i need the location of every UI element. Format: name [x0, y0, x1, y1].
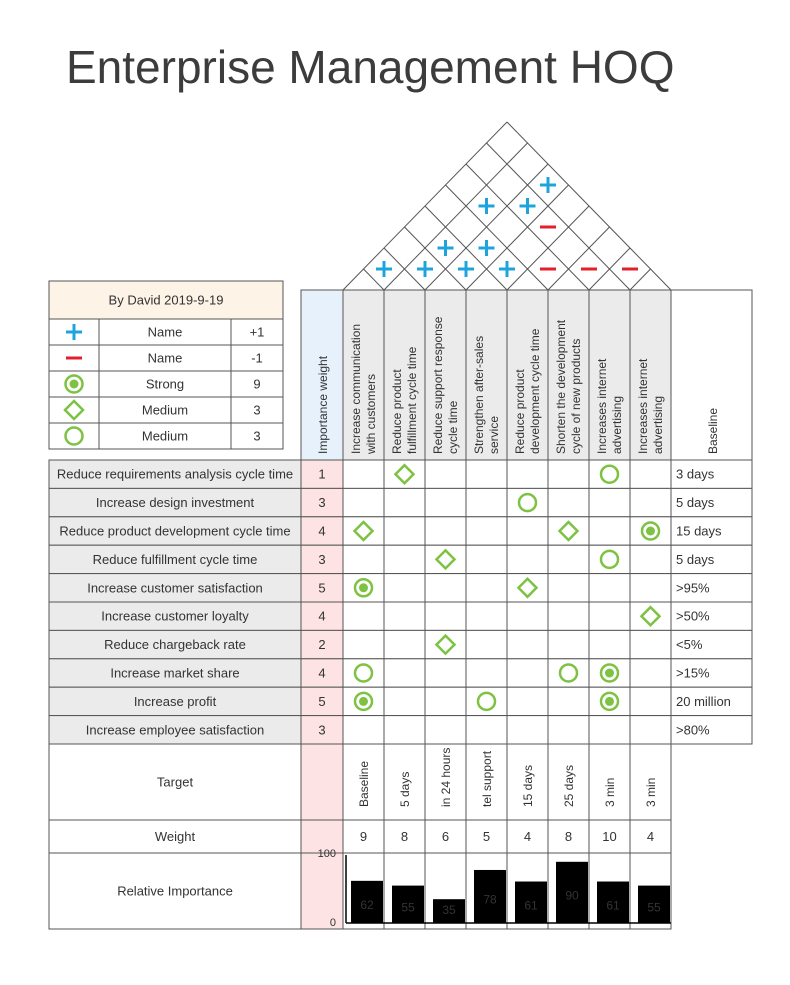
legend-name: Medium	[141, 428, 189, 444]
relationship-cell	[384, 687, 425, 715]
roof-plus-icon	[479, 240, 495, 256]
relationship-cell	[507, 545, 548, 573]
baseline-value: 5 days	[676, 495, 715, 511]
relationship-cell	[589, 488, 630, 516]
relationship-cell	[507, 602, 548, 630]
chart-data-label: 55	[401, 900, 415, 915]
chart-data-label: 78	[483, 892, 497, 907]
customer-requirement: Increase customer loyalty	[101, 608, 249, 624]
weight-value: 8	[564, 829, 573, 844]
relationship-cell	[425, 488, 466, 516]
relative-importance-importance-cell	[301, 853, 343, 929]
baseline-value: 20 million	[676, 693, 731, 709]
weight-value: 4	[646, 829, 655, 844]
relationship-cell	[343, 630, 384, 658]
relationship-cell	[466, 659, 507, 687]
legend-value: 3	[253, 428, 261, 444]
relationship-cell	[384, 659, 425, 687]
relationship-cell	[384, 602, 425, 630]
weight-value: 8	[400, 829, 409, 844]
weight-label: Weight	[154, 829, 196, 844]
relationship-cell	[507, 517, 548, 545]
baseline-value: >50%	[676, 608, 710, 624]
relationship-cell	[507, 460, 548, 488]
relationship-cell	[384, 574, 425, 602]
target-value: 3 min	[603, 777, 617, 807]
customer-requirement: Reduce requirements analysis cycle time	[56, 466, 294, 482]
relationship-cell	[343, 716, 384, 744]
importance-weight: 4	[318, 608, 326, 624]
chart-y-tick-label: 100	[317, 848, 336, 860]
target-label: Target	[156, 774, 194, 790]
customer-requirement: Increase market share	[110, 665, 240, 681]
weight-value: 4	[523, 829, 532, 844]
importance-weight: 3	[318, 722, 326, 738]
relationship-cell	[589, 716, 630, 744]
baseline-value: <5%	[676, 637, 703, 653]
relationship-cell	[507, 716, 548, 744]
relationship-cell	[548, 460, 589, 488]
relationship-cell	[466, 517, 507, 545]
importance-weight: 2	[318, 637, 326, 653]
relationship-cell	[343, 460, 384, 488]
page-title: Enterprise Management HOQ	[66, 41, 675, 93]
chart-data-label: 55	[647, 900, 661, 915]
relationship-cell	[630, 716, 671, 744]
roof-plus-icon	[417, 261, 433, 277]
chart-data-label: 90	[565, 888, 579, 903]
relationship-cell	[425, 659, 466, 687]
roof-line	[548, 227, 610, 290]
technical-requirement-label: Reduce support responsecycle time	[431, 316, 460, 454]
technical-requirement-label: Strengthen after-salesservice	[472, 335, 501, 454]
relationship-cell	[384, 488, 425, 516]
relationship-cell	[384, 630, 425, 658]
relationship-cell	[425, 517, 466, 545]
technical-requirement-label: Reduce productdevelopment cycle time	[513, 328, 542, 454]
relationship-cell	[548, 687, 589, 715]
relationship-cell	[466, 602, 507, 630]
target-value: Baseline	[357, 760, 371, 807]
relationship-cell	[466, 460, 507, 488]
relationship-cell	[466, 716, 507, 744]
relationship-cell	[630, 488, 671, 516]
importance-header: Importance weight	[316, 355, 330, 454]
target-value: in 24 hours	[439, 747, 453, 807]
relationship-cell	[630, 630, 671, 658]
relationship-cell	[466, 630, 507, 658]
legend-value: 3	[253, 402, 261, 418]
roof-line	[405, 227, 467, 290]
roof-line	[446, 185, 549, 290]
relationship-cell	[548, 488, 589, 516]
relationship-cell	[466, 488, 507, 516]
legend-header-text: By David 2019-9-19	[108, 292, 224, 308]
target-value: tel support	[480, 750, 494, 807]
relationship-cell	[384, 545, 425, 573]
roof-line	[630, 269, 651, 290]
relationship-cell	[507, 488, 548, 516]
relationship-cell	[425, 602, 466, 630]
relationship-cell	[589, 460, 630, 488]
relationship-cell	[466, 687, 507, 715]
legend-name: Strong	[145, 376, 185, 392]
chart-data-label: 61	[606, 898, 620, 913]
relationship-cell	[425, 687, 466, 715]
technical-requirement-label: Increases internetadvertising	[636, 358, 665, 454]
legend-value: 9	[253, 376, 261, 392]
chart-data-label: 61	[524, 898, 538, 913]
relationship-cell	[343, 659, 384, 687]
relationship-cell	[548, 630, 589, 658]
target-value: 15 days	[521, 764, 535, 807]
roof-plus-icon	[540, 177, 556, 193]
importance-weight: 4	[318, 523, 326, 539]
chart-data-label: 62	[360, 897, 374, 912]
baseline-header: Baseline	[706, 407, 720, 454]
relationship-cell	[548, 602, 589, 630]
chart-y-tick-label: 0	[329, 917, 336, 929]
relationship-cell	[343, 488, 384, 516]
relationship-cell	[548, 545, 589, 573]
relationship-cell	[466, 545, 507, 573]
customer-requirement: Increase customer satisfaction	[87, 580, 263, 596]
roof-line	[466, 185, 569, 290]
relationship-cell	[589, 574, 630, 602]
baseline-value: 3 days	[676, 466, 715, 482]
customer-requirement: Increase profit	[133, 693, 217, 709]
importance-weight: 1	[318, 466, 326, 482]
technical-requirement-label: Reduce productfulfillment cycle time	[390, 346, 419, 454]
baseline-value: 15 days	[676, 523, 722, 539]
technical-requirement-label: Shorten the developmentcycle of new products	[554, 319, 583, 454]
roof-plus-icon	[438, 240, 454, 256]
customer-requirement: Increase employee satisfaction	[85, 722, 265, 738]
roof-plus-icon	[499, 261, 515, 277]
weight-value: 10	[602, 829, 617, 844]
customer-requirement: Reduce chargeback rate	[104, 637, 246, 653]
legend-value: -1	[251, 350, 263, 366]
weight-value: 6	[441, 829, 450, 844]
legend-name: Medium	[141, 402, 189, 418]
relationship-cell	[425, 716, 466, 744]
target-value: 3 min	[644, 777, 658, 807]
legend-name: Name	[147, 350, 183, 366]
baseline-value: >95%	[676, 580, 710, 596]
relationship-cell	[630, 460, 671, 488]
relationship-cell	[548, 716, 589, 744]
legend-name: Name	[147, 324, 183, 340]
roof-plus-icon	[520, 198, 536, 214]
legend-value: +1	[249, 324, 265, 340]
importance-weight: 3	[318, 551, 326, 567]
technical-requirement-label: Increase communicationwith customers	[349, 323, 378, 454]
relationship-cell	[630, 545, 671, 573]
relationship-cell	[425, 460, 466, 488]
baseline-value: >15%	[676, 665, 710, 681]
relationship-cell	[425, 574, 466, 602]
roof-plus-icon	[458, 261, 474, 277]
roof-plus-icon	[376, 261, 392, 277]
customer-requirement: Reduce fulfillment cycle time	[92, 551, 258, 567]
relationship-cell	[589, 602, 630, 630]
relationship-cell	[589, 630, 630, 658]
relationship-cell	[630, 659, 671, 687]
importance-weight: 4	[318, 665, 326, 681]
relationship-cell	[548, 574, 589, 602]
importance-weight: 3	[318, 495, 326, 511]
relationship-cell	[589, 517, 630, 545]
baseline-value: 5 days	[676, 551, 715, 567]
relationship-cell	[384, 716, 425, 744]
relationship-cell	[630, 687, 671, 715]
customer-requirement: Reduce product development cycle time	[59, 523, 291, 539]
relationship-cell	[548, 659, 589, 687]
weight-value: 5	[482, 829, 491, 844]
relationship-cell	[630, 574, 671, 602]
weight-value: 9	[359, 829, 368, 844]
relationship-cell	[343, 602, 384, 630]
relationship-cell	[466, 574, 507, 602]
importance-weight: 5	[318, 580, 326, 596]
relationship-cell	[343, 545, 384, 573]
technical-requirement-label: Increases internetadvertising	[595, 358, 624, 454]
target-importance-cell	[301, 744, 343, 820]
relationship-cell	[507, 659, 548, 687]
importance-weight: 5	[318, 693, 326, 709]
target-value: 5 days	[398, 771, 412, 807]
relative-importance-label: Relative Importance	[117, 883, 233, 899]
relationship-cell	[384, 517, 425, 545]
relationship-cell	[507, 687, 548, 715]
relationship-cell	[507, 630, 548, 658]
target-value: 25 days	[562, 764, 576, 807]
roof-plus-icon	[479, 198, 495, 214]
relationship-cell	[589, 545, 630, 573]
chart-data-label: 35	[442, 903, 456, 917]
roof-line	[364, 269, 385, 290]
customer-requirement: Increase design investment	[95, 495, 255, 511]
baseline-value: >80%	[676, 722, 710, 738]
